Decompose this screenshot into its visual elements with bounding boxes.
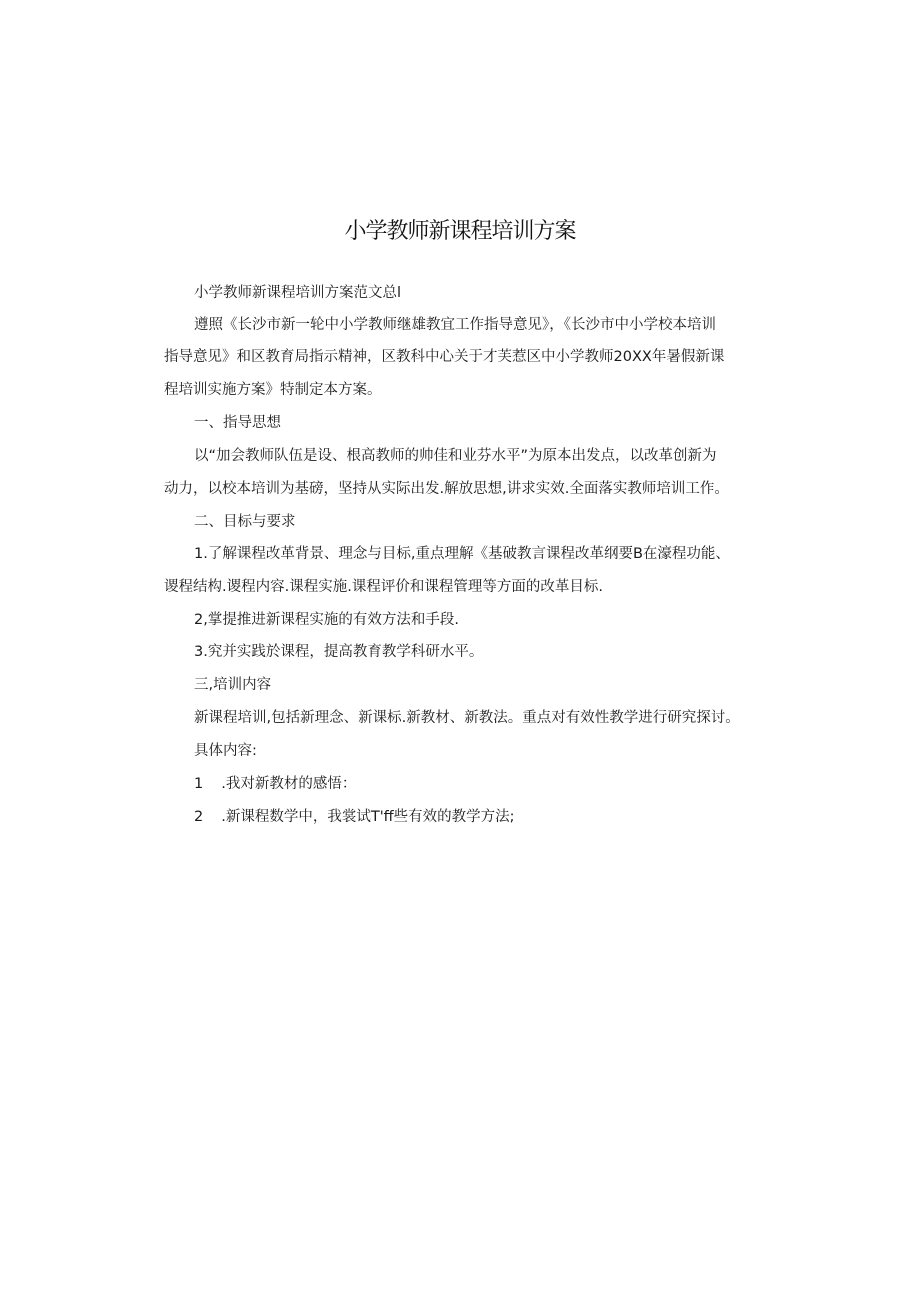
section1-heading: 一、指导思想 xyxy=(194,415,281,431)
list-item-text: .我对新教材的感悟： xyxy=(221,776,357,792)
list-item-number: 2 xyxy=(194,809,204,825)
section2-item-1: 1.了解课程改革背景、理念与目标,重点理解《基破教言课程改革纲要B在濠程功能、 xyxy=(194,546,730,562)
section2-item-3: 3.究并实践於课程，提高教育教学科研水平。 xyxy=(194,644,484,660)
section3-detail-label: 具体内容: xyxy=(194,743,257,759)
list-item-text: .新课程数学中，我裳试T'ff些有效的教学方法; xyxy=(221,809,515,825)
section3-body: 新课程培训,包括新理念、新课标.新教材、新教法。重点对有效性教学进行研究探讨。 xyxy=(194,710,740,726)
intro-line-3: 程培训实施方案》特制定本方案。 xyxy=(164,382,382,398)
list-item-number: 1 xyxy=(194,776,204,792)
document-subtitle: 小学教师新课程培训方案范文总l xyxy=(194,285,402,301)
intro-line-2: 指导意见》和区教育局指示精神，区教科中心关于才芙惹区中小学教师20XX年暑假新课 xyxy=(164,349,725,365)
section3-heading: 三,培训内容 xyxy=(194,677,272,693)
intro-line-1: 遵照《长沙市新一轮中小学教师继雄教宜工作指导意见》，《长沙市中小学校本培训 xyxy=(194,317,716,333)
section2-item-1-cont: 谡程结构.谡程内容.课程实施.课程评价和课程管理等方面的改革目标. xyxy=(164,579,603,595)
list-item xyxy=(194,777,356,792)
section2-heading: 二、目标与要求 xyxy=(194,514,296,530)
section1-body-line-2: 动力，以校本培训为基磅，坚持从实际出发.解放思想,讲求实效.全面落实教师培训工作。 xyxy=(164,481,729,497)
section1-body-line-1: 以“加会教师队伍是设、根高教师的帅佳和业芬水平”为原本出发点，以改革创新为 xyxy=(194,448,717,464)
list-item xyxy=(194,810,515,825)
section2-item-2: 2,掌提推进新课程实施的有效方法和手段. xyxy=(194,612,459,628)
document-title: 小学教师新课程培训方案 xyxy=(344,219,576,244)
